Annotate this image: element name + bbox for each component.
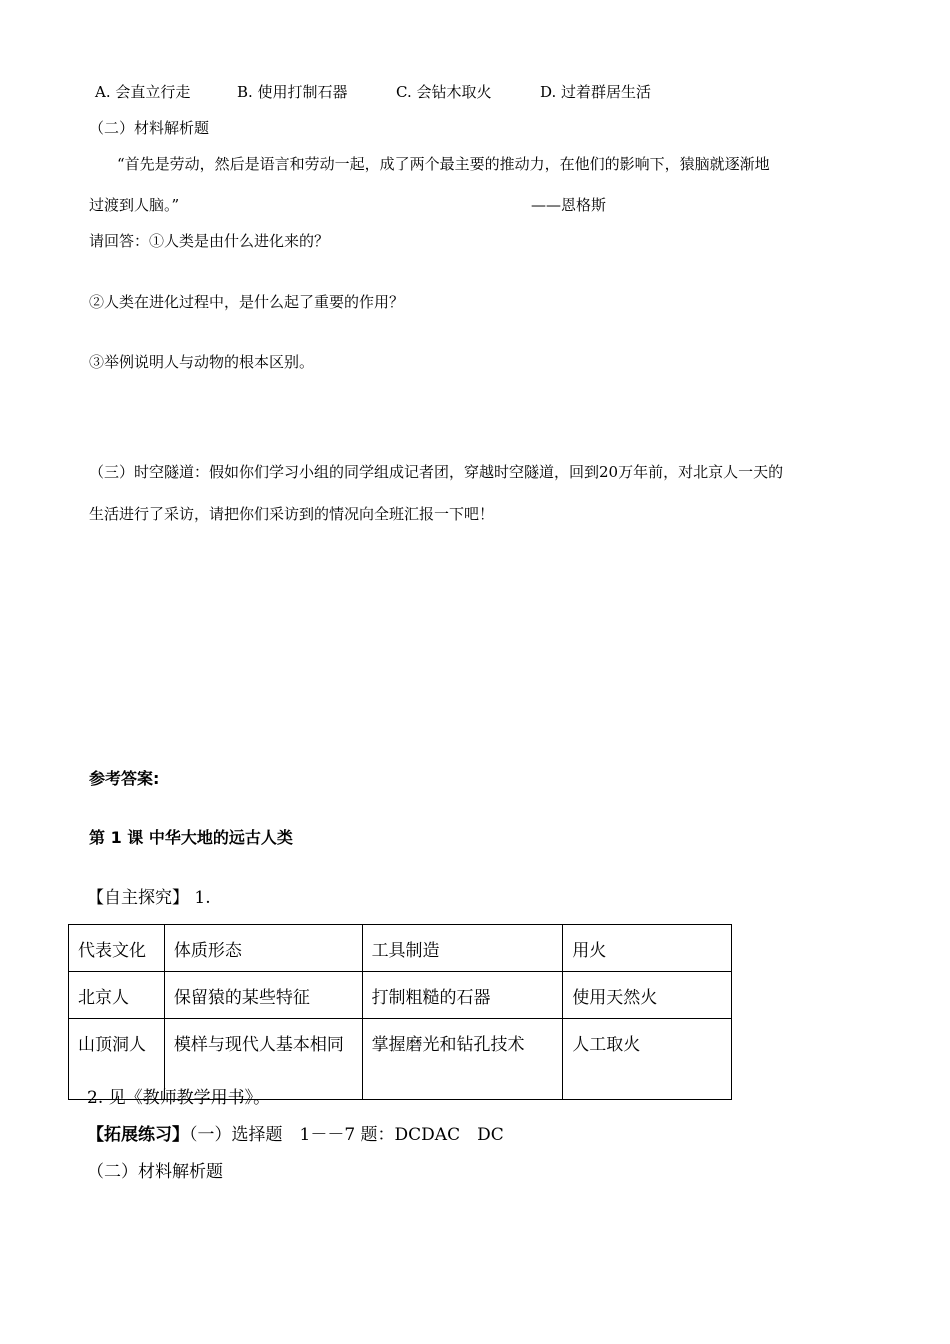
table-cell: 山顶洞人 [69,1019,165,1100]
section3-line-2: 生活进行了采访，请把你们采访到的情况向全班汇报一下吧！ [89,505,495,523]
table-cell: 掌握磨光和钻孔技术 [362,1019,563,1100]
extend-text: （一）选择题 1－－7 题：DCDAC DC [189,1125,504,1145]
section2-heading: （二）材料解析题 [89,119,210,137]
answers-section2-heading: （二）材料解析题 [87,1162,223,1182]
table-header-cell: 体质形态 [164,925,362,972]
section3-line-1: （三）时空隧道：假如你们学习小组的同学组成记者团，穿越时空隧道，回到20万年前，对北京人一天的 [89,463,784,481]
table-header-cell: 用火 [563,925,732,972]
table-cell: 模样与现代人基本相同 [164,1019,362,1100]
table-cell: 人工取火 [563,1019,732,1100]
option-c: C. 会钻木取火 [396,83,492,101]
question-1: 请回答：①人类是由什么进化来的？ [89,232,330,250]
answer-item-2: 2. 见《教师教学用书》。 [87,1088,271,1108]
lesson-title: 第 1 课 中华大地的远古人类 [89,828,293,847]
table-cell: 保留猿的某些特征 [164,972,362,1019]
table-row [69,972,732,1019]
question-3: ③举例说明人与动物的根本区别。 [89,353,315,371]
table-cell: 使用天然火 [563,972,732,1019]
question-2: ②人类在进化过程中，是什么起了重要的作用？ [89,293,405,311]
table-header-row [69,925,732,972]
option-a: A. 会直立行走 [95,83,191,101]
option-d: D. 过着群居生活 [540,83,652,101]
option-b: B. 使用打制石器 [237,83,348,101]
answers-title: 参考答案: [89,769,160,788]
extend-label: 【拓展练习】 [87,1125,189,1145]
table-cell: 北京人 [69,972,165,1019]
extend-practice-line [87,1125,504,1145]
quote-line-1: “首先是劳动，然后是语言和劳动一起，成了两个最主要的推动力，在他们的影响下，猿脑就逐渐地 [117,155,770,173]
self-study-heading: 【自主探究】 1. [87,888,211,908]
quote-author: ——恩格斯 [531,196,607,214]
answer-table [68,924,732,1100]
table-header-cell: 工具制造 [362,925,563,972]
table-cell: 打制粗糙的石器 [362,972,563,1019]
table-header-cell: 代表文化 [69,925,165,972]
quote-line-2: 过渡到人脑。” [89,196,180,214]
